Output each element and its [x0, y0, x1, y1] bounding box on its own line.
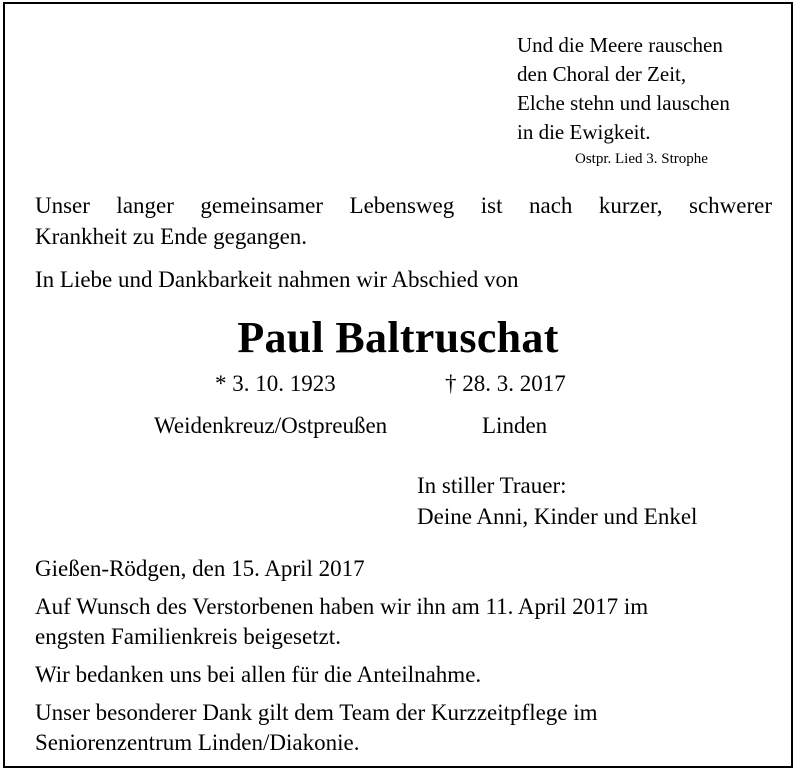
special-thanks-line: Unser besonderer Dank gilt dem Team der Kurzzeitpflege im — [35, 700, 598, 725]
mourners-heading: In stiller Trauer: — [417, 473, 567, 498]
farewell-line: In Liebe und Dankbarkeit nahmen wir Abschied von — [35, 267, 519, 292]
birth-date: * 3. 10. 1923 — [215, 371, 336, 396]
place-date: Gießen-Rödgen, den 15. April 2017 — [35, 556, 365, 581]
thanks-line: Wir bedanken uns bei allen für die Anteilnahme. — [35, 662, 482, 687]
poem-line: Und die Meere rauschen — [517, 33, 723, 57]
death-place: Linden — [482, 413, 548, 438]
poem-line: den Choral der Zeit, — [517, 62, 687, 86]
mourners-names: Deine Anni, Kinder und Enkel — [417, 504, 698, 529]
poem-line: Elche stehn und lauschen — [517, 91, 730, 115]
intro-line: Krankheit zu Ende gegangen. — [35, 224, 308, 249]
death-date: † 28. 3. 2017 — [445, 371, 566, 396]
burial-line: Auf Wunsch des Verstorbenen haben wir ihn am 11. April 2017 im — [35, 594, 649, 619]
poem-source: Ostpr. Lied 3. Strophe — [575, 151, 708, 167]
burial-line: engsten Familienkreis beigesetzt. — [35, 624, 341, 649]
poem-line: in die Ewigkeit. — [517, 120, 651, 144]
deceased-name: Paul Baltruschat — [237, 313, 559, 362]
birth-place: Weidenkreuz/Ostpreußen — [154, 413, 388, 438]
intro-line: Unser langer gemeinsamer Lebensweg ist nach kurzer, schwerer — [35, 193, 772, 218]
obituary-notice — [3, 2, 793, 768]
special-thanks-line: Seniorenzentrum Linden/Diakonie. — [35, 730, 360, 755]
